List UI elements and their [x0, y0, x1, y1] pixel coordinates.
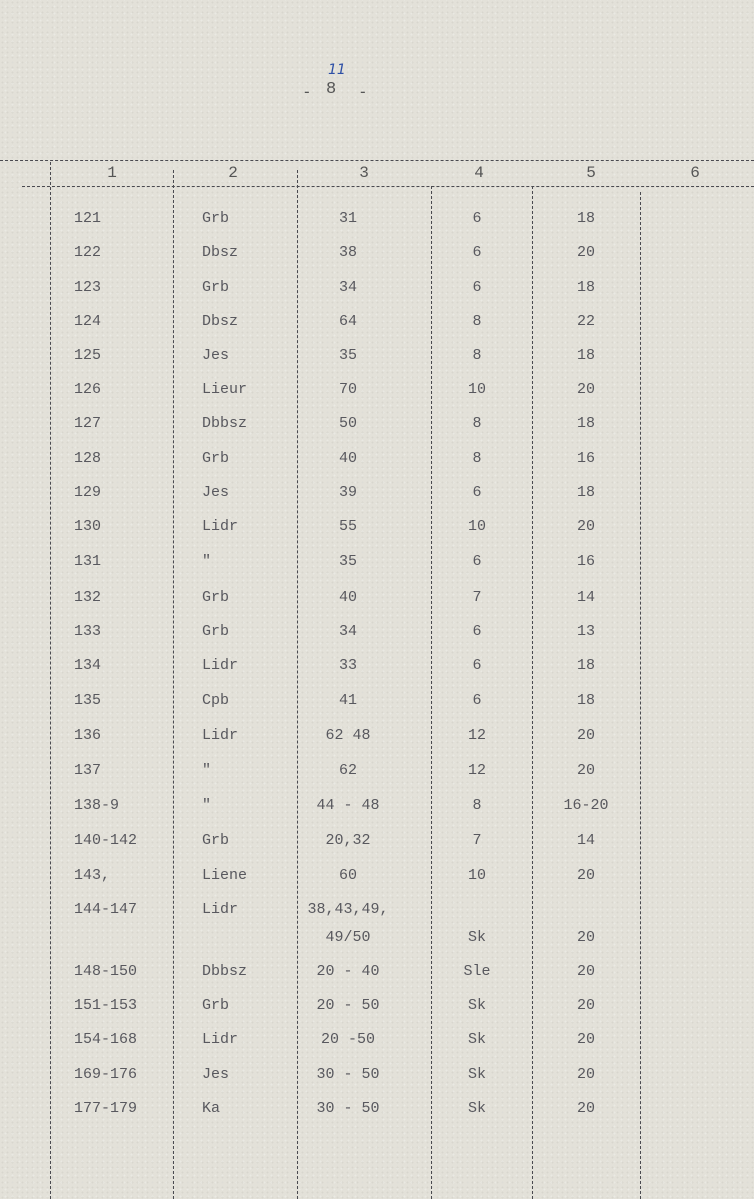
table-cell-c3-text: 30 - 50 — [316, 1100, 380, 1117]
table-cell-c4: 6 — [472, 692, 482, 709]
table-cell-c2: Grb — [202, 450, 230, 467]
table-cell-c3-text: 31 — [338, 210, 358, 227]
table-cell-c3-text: 40 — [338, 589, 358, 606]
column-divider-3 — [297, 170, 298, 1199]
table-cell-c1: 169-176 — [74, 1066, 138, 1083]
table-cell-c3-text: 38,43,49, — [307, 901, 389, 918]
table-cell-c4: 6 — [472, 657, 482, 674]
table-cell-c2: Cpb — [202, 692, 230, 709]
table-cell-c2: Grb — [202, 623, 230, 640]
table-cell-c4: 10 — [467, 867, 487, 884]
page-number-dash-left: - — [302, 82, 312, 101]
table-cell-c4: 6 — [472, 244, 482, 261]
table-cell-c4: 8 — [472, 347, 482, 364]
page-number-dash-right: - — [358, 82, 368, 101]
table-cell-c1: 122 — [74, 244, 102, 261]
table-cell-c4: 8 — [472, 415, 482, 432]
column-divider-6 — [640, 192, 641, 1199]
table-cell-c5: 20 — [576, 762, 596, 779]
table-cell-c1: 130 — [74, 518, 102, 535]
table-cell-c1: 140-142 — [74, 832, 138, 849]
table-cell-c2: " — [202, 762, 212, 779]
table-cell-c2: Lidr — [202, 901, 239, 918]
table-cell-c1: 177-179 — [74, 1100, 138, 1117]
table-cell-c1: 136 — [74, 727, 102, 744]
table-cell-c4: Sk — [467, 1031, 487, 1048]
table-cell-c1: 128 — [74, 450, 102, 467]
table-cell-c3-text: 50 — [338, 415, 358, 432]
handwritten-page-number: 11 — [328, 62, 346, 78]
table-cell-c2: Grb — [202, 832, 230, 849]
table-cell-c4: 6 — [472, 553, 482, 570]
table-cell-c2: Lidr — [202, 1031, 239, 1048]
table-cell-c5: 18 — [576, 347, 596, 364]
table-cell-c3-text: 20 - 40 — [316, 963, 380, 980]
table-cell-c4: Sle — [463, 963, 491, 980]
table-cell-c2: Ka — [202, 1100, 221, 1117]
table-cell-c5: 18 — [576, 210, 596, 227]
table-cell-c1: 129 — [74, 484, 102, 501]
table-cell-c5: 18 — [576, 657, 596, 674]
table-cell-c3-text: 34 — [338, 279, 358, 296]
column-header-1: 1 — [107, 164, 117, 182]
table-cell-c4: 7 — [472, 589, 482, 606]
table-cell-c4: 7 — [472, 832, 482, 849]
table-cell-c1: 127 — [74, 415, 102, 432]
table-cell-c2: Dbbsz — [202, 963, 248, 980]
table-cell-c1: 148-150 — [74, 963, 138, 980]
table-cell-c3-text: 64 — [338, 313, 358, 330]
table-cell-c5: 20 — [576, 929, 596, 946]
table-cell-c3-text: 70 — [338, 381, 358, 398]
table-cell-c3-text: 20,32 — [325, 832, 371, 849]
typed-page-number: 8 — [326, 80, 337, 99]
table-cell-c3-text: 55 — [338, 518, 358, 535]
table-cell-c4: 12 — [467, 762, 487, 779]
table-cell-c1: 121 — [74, 210, 102, 227]
table-cell-c3-text: 33 — [338, 657, 358, 674]
column-header-2: 2 — [228, 164, 238, 182]
table-cell-c4: 8 — [472, 797, 482, 814]
table-cell-c4: Sk — [467, 1066, 487, 1083]
table-cell-c4: 6 — [472, 623, 482, 640]
table-cell-c2: Grb — [202, 589, 230, 606]
table-cell-c5: 20 — [576, 518, 596, 535]
table-cell-c2: Lieur — [202, 381, 248, 398]
table-cell-c1: 143, — [74, 867, 111, 884]
column-divider-1 — [50, 162, 51, 1199]
table-cell-c5: 18 — [576, 484, 596, 501]
table-cell-c4: Sk — [467, 1100, 487, 1117]
table-cell-c3-text: 20 -50 — [320, 1031, 376, 1048]
column-header-5: 5 — [586, 164, 596, 182]
table-cell-c2: " — [202, 797, 212, 814]
table-cell-c1: 133 — [74, 623, 102, 640]
table-cell-c1: 132 — [74, 589, 102, 606]
table-cell-c3-text: 39 — [338, 484, 358, 501]
table-cell-c4: 6 — [472, 279, 482, 296]
table-cell-c3-text: 20 - 50 — [316, 997, 380, 1014]
table-cell-c2: Liene — [202, 867, 248, 884]
table-cell-c1: 131 — [74, 553, 102, 570]
table-cell-c3-text: 41 — [338, 692, 358, 709]
table-cell-c1: 154-168 — [74, 1031, 138, 1048]
table-cell-c1: 123 — [74, 279, 102, 296]
table-cell-c3-text: 38 — [338, 244, 358, 261]
column-header-6: 6 — [690, 164, 700, 182]
table-cell-c1: 144-147 — [74, 901, 138, 918]
table-cell-c5: 20 — [576, 1066, 596, 1083]
table-cell-c4: 10 — [467, 518, 487, 535]
table-cell-c5: 20 — [576, 244, 596, 261]
table-cell-c5: 20 — [576, 727, 596, 744]
table-cell-c4: Sk — [467, 929, 487, 946]
table-cell-c2: Grb — [202, 279, 230, 296]
table-cell-c5: 16 — [576, 553, 596, 570]
table-cell-c3-text: 49/50 — [325, 929, 371, 946]
column-header-3: 3 — [359, 164, 369, 182]
column-divider-5 — [532, 186, 533, 1199]
table-cell-c5: 20 — [576, 997, 596, 1014]
table-cell-c3-text: 62 — [338, 762, 358, 779]
table-cell-c2: Dbbsz — [202, 415, 248, 432]
table-cell-c5: 16-20 — [563, 797, 609, 814]
table-cell-c3-text: 44 - 48 — [316, 797, 380, 814]
table-cell-c3-text: 60 — [338, 867, 358, 884]
table-cell-c2: Grb — [202, 210, 230, 227]
table-cell-c2: Lidr — [202, 518, 239, 535]
table-cell-c4: 8 — [472, 450, 482, 467]
table-cell-c5: 18 — [576, 415, 596, 432]
table-cell-c1: 126 — [74, 381, 102, 398]
table-cell-c3-text: 34 — [338, 623, 358, 640]
table-cell-c3-text: 62 48 — [325, 727, 371, 744]
table-cell-c2: Jes — [202, 484, 230, 501]
table-cell-c5: 16 — [576, 450, 596, 467]
table-cell-c1: 124 — [74, 313, 102, 330]
table-cell-c5: 20 — [576, 963, 596, 980]
table-cell-c2: Jes — [202, 1066, 230, 1083]
table-cell-c3-text: 35 — [338, 553, 358, 570]
table-cell-c2: Lidr — [202, 657, 239, 674]
table-cell-c2: " — [202, 553, 212, 570]
table-cell-c5: 14 — [576, 832, 596, 849]
table-cell-c4: Sk — [467, 997, 487, 1014]
table-cell-c2: Lidr — [202, 727, 239, 744]
table-cell-c5: 20 — [576, 381, 596, 398]
table-cell-c2: Jes — [202, 347, 230, 364]
table-cell-c5: 13 — [576, 623, 596, 640]
table-cell-c5: 18 — [576, 279, 596, 296]
table-cell-c1: 125 — [74, 347, 102, 364]
table-cell-c4: 10 — [467, 381, 487, 398]
table-cell-c2: Dbsz — [202, 244, 239, 261]
page-number — [296, 62, 376, 102]
table-cell-c1: 138-9 — [74, 797, 120, 814]
table-cell-c3-text: 35 — [338, 347, 358, 364]
table-top-rule — [0, 160, 754, 161]
table-cell-c1: 137 — [74, 762, 102, 779]
column-divider-4 — [431, 186, 432, 1199]
table-cell-c1: 135 — [74, 692, 102, 709]
table-cell-c4: 6 — [472, 210, 482, 227]
table-cell-c1: 134 — [74, 657, 102, 674]
table-cell-c5: 14 — [576, 589, 596, 606]
column-header-4: 4 — [474, 164, 484, 182]
table-cell-c5: 22 — [576, 313, 596, 330]
table-cell-c5: 20 — [576, 867, 596, 884]
table-cell-c4: 8 — [472, 313, 482, 330]
table-cell-c5: 20 — [576, 1100, 596, 1117]
table-cell-c1: 151-153 — [74, 997, 138, 1014]
table-cell-c2: Dbsz — [202, 313, 239, 330]
table-cell-c4: 12 — [467, 727, 487, 744]
table-cell-c5: 18 — [576, 692, 596, 709]
table-cell-c3-text: 40 — [338, 450, 358, 467]
table-cell-c3-text: 30 - 50 — [316, 1066, 380, 1083]
table-cell-c2: Grb — [202, 997, 230, 1014]
table-cell-c5: 20 — [576, 1031, 596, 1048]
column-divider-2 — [173, 170, 174, 1199]
table-cell-c4: 6 — [472, 484, 482, 501]
table-header-rule — [22, 186, 754, 187]
